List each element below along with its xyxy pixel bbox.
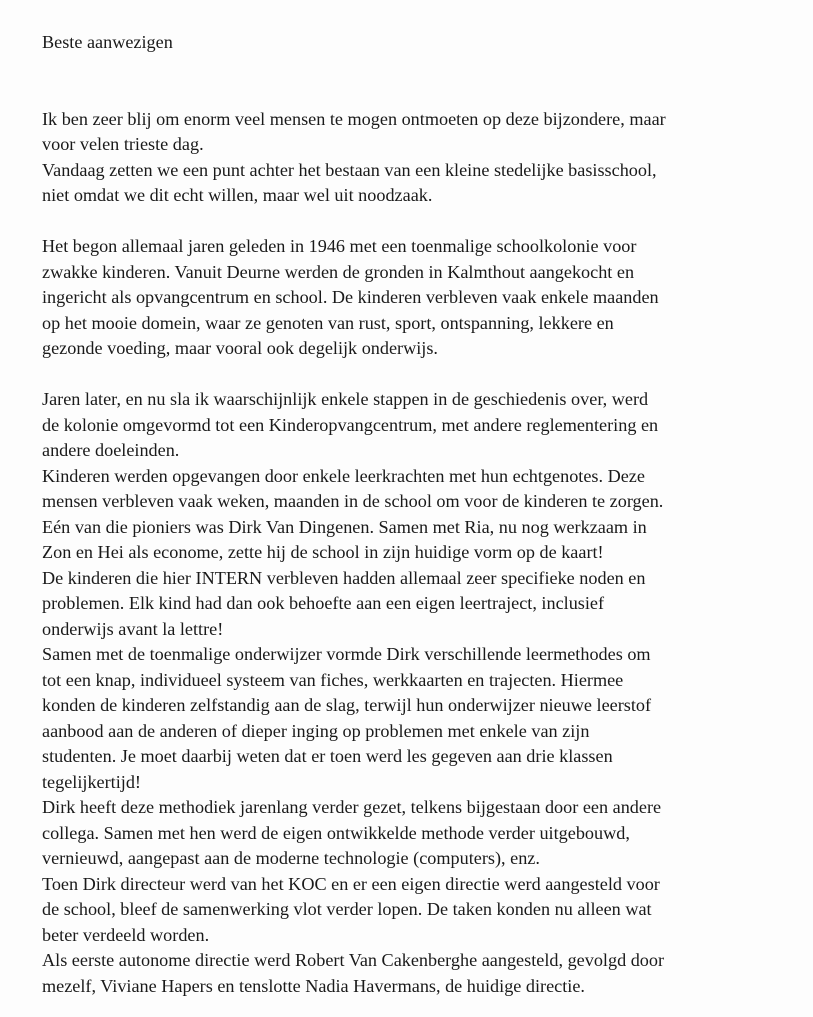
paragraph-1 — [42, 107, 802, 209]
text-line: De kinderen die hier INTERN verbleven hadden allemaal zeer specifieke noden en — [42, 567, 646, 588]
text-line: op het mooie domein, waar ze genoten van rust, sport, ontspanning, lekkere en — [42, 312, 614, 333]
text-line: ingericht als opvangcentrum en school. De kinderen verbleven vaak enkele maanden — [42, 287, 659, 307]
salutation: Beste aanwezigen — [42, 32, 173, 52]
document-body — [42, 30, 802, 999]
text-line: de kolonie omgevormd tot een Kinderopvangcentrum, met andere reglementering en — [42, 414, 659, 435]
text-line: gezonde voeding, maar vooral ook degelijk onderwijs. — [42, 338, 438, 358]
text-line: collega. Samen met hen werd de eigen ontwikkelde methode verder uitgebouwd, — [42, 822, 630, 843]
text-line: mezelf, Viviane Hapers en tenslotte Nadia Havermans, de huidige directie. — [42, 975, 585, 996]
text-line: aanbood aan de anderen of dieper inging op problemen met enkele van zijn — [42, 720, 590, 741]
paragraph-2 — [42, 234, 802, 362]
text-line: vernieuwd, aangepast aan de moderne technologie (computers), enz. — [42, 848, 540, 868]
text-line: tegelijkertijd! — [42, 771, 141, 792]
text-line: Ik ben zeer blij om enorm veel mensen te mogen ontmoeten op deze bijzondere, maar — [42, 108, 666, 129]
text-line: Eén van die pioniers was Dirk Van Dingenen. Samen met Ria, nu nog werkzaam in — [42, 516, 647, 537]
text-line: Vandaag zetten we een punt achter het bestaan van een kleine stedelijke basisschool, — [42, 159, 657, 180]
text-line: andere doeleinden. — [42, 440, 180, 460]
text-line: beter verdeeld worden. — [42, 924, 210, 945]
text-line: zwakke kinderen. Vanuit Deurne werden de gronden in Kalmthout aangekocht en — [42, 261, 635, 282]
text-line: onderwijs avant la lettre! — [42, 618, 224, 639]
text-line: studenten. Je moet daarbij weten dat er toen werd les gegeven aan drie klassen — [42, 746, 613, 766]
text-line: Jaren later, en nu sla ik waarschijnlijk enkele stappen in de geschiedenis over, werd — [42, 389, 649, 409]
text-line: Toen Dirk directeur werd van het KOC en er een eigen directie werd aangesteld voor — [42, 873, 660, 894]
text-line: Zon en Hei als econome, zette hij de school in zijn huidige vorm op de kaart! — [42, 542, 604, 562]
text-line: tot een knap, individueel systeem van fiches, werkkaarten en trajecten. Hiermee — [42, 669, 624, 690]
paragraph-3 — [42, 387, 802, 999]
text-line: Dirk heeft deze methodiek jarenlang verder gezet, telkens bijgestaan door een andere — [42, 797, 662, 817]
text-line: Het begon allemaal jaren geleden in 1946 met een toenmalige schoolkolonie voor — [42, 236, 637, 256]
text-line: de school, bleef de samenwerking vlot verder lopen. De taken konden nu alleen wat — [42, 899, 652, 919]
text-line: Kinderen werden opgevangen door enkele leerkrachten met hun echtgenotes. Deze — [42, 465, 645, 486]
text-line: Als eerste autonome directie werd Robert Van Cakenberghe aangesteld, gevolgd door — [42, 950, 665, 970]
text-line: niet omdat we dit echt willen, maar wel uit noodzaak. — [42, 185, 433, 205]
text-line: Samen met de toenmalige onderwijzer vormde Dirk verschillende leermethodes om — [42, 644, 651, 664]
text-line: mensen verbleven vaak weken, maanden in de school om voor de kinderen te zorgen. — [42, 491, 664, 511]
text-line: konden de kinderen zelfstandig aan de slag, terwijl hun onderwijzer nieuwe leerstof — [42, 695, 652, 715]
text-line: problemen. Elk kind had dan ook behoefte aan een eigen leertraject, inclusief — [42, 593, 605, 613]
text-line: voor velen trieste dag. — [42, 134, 204, 154]
